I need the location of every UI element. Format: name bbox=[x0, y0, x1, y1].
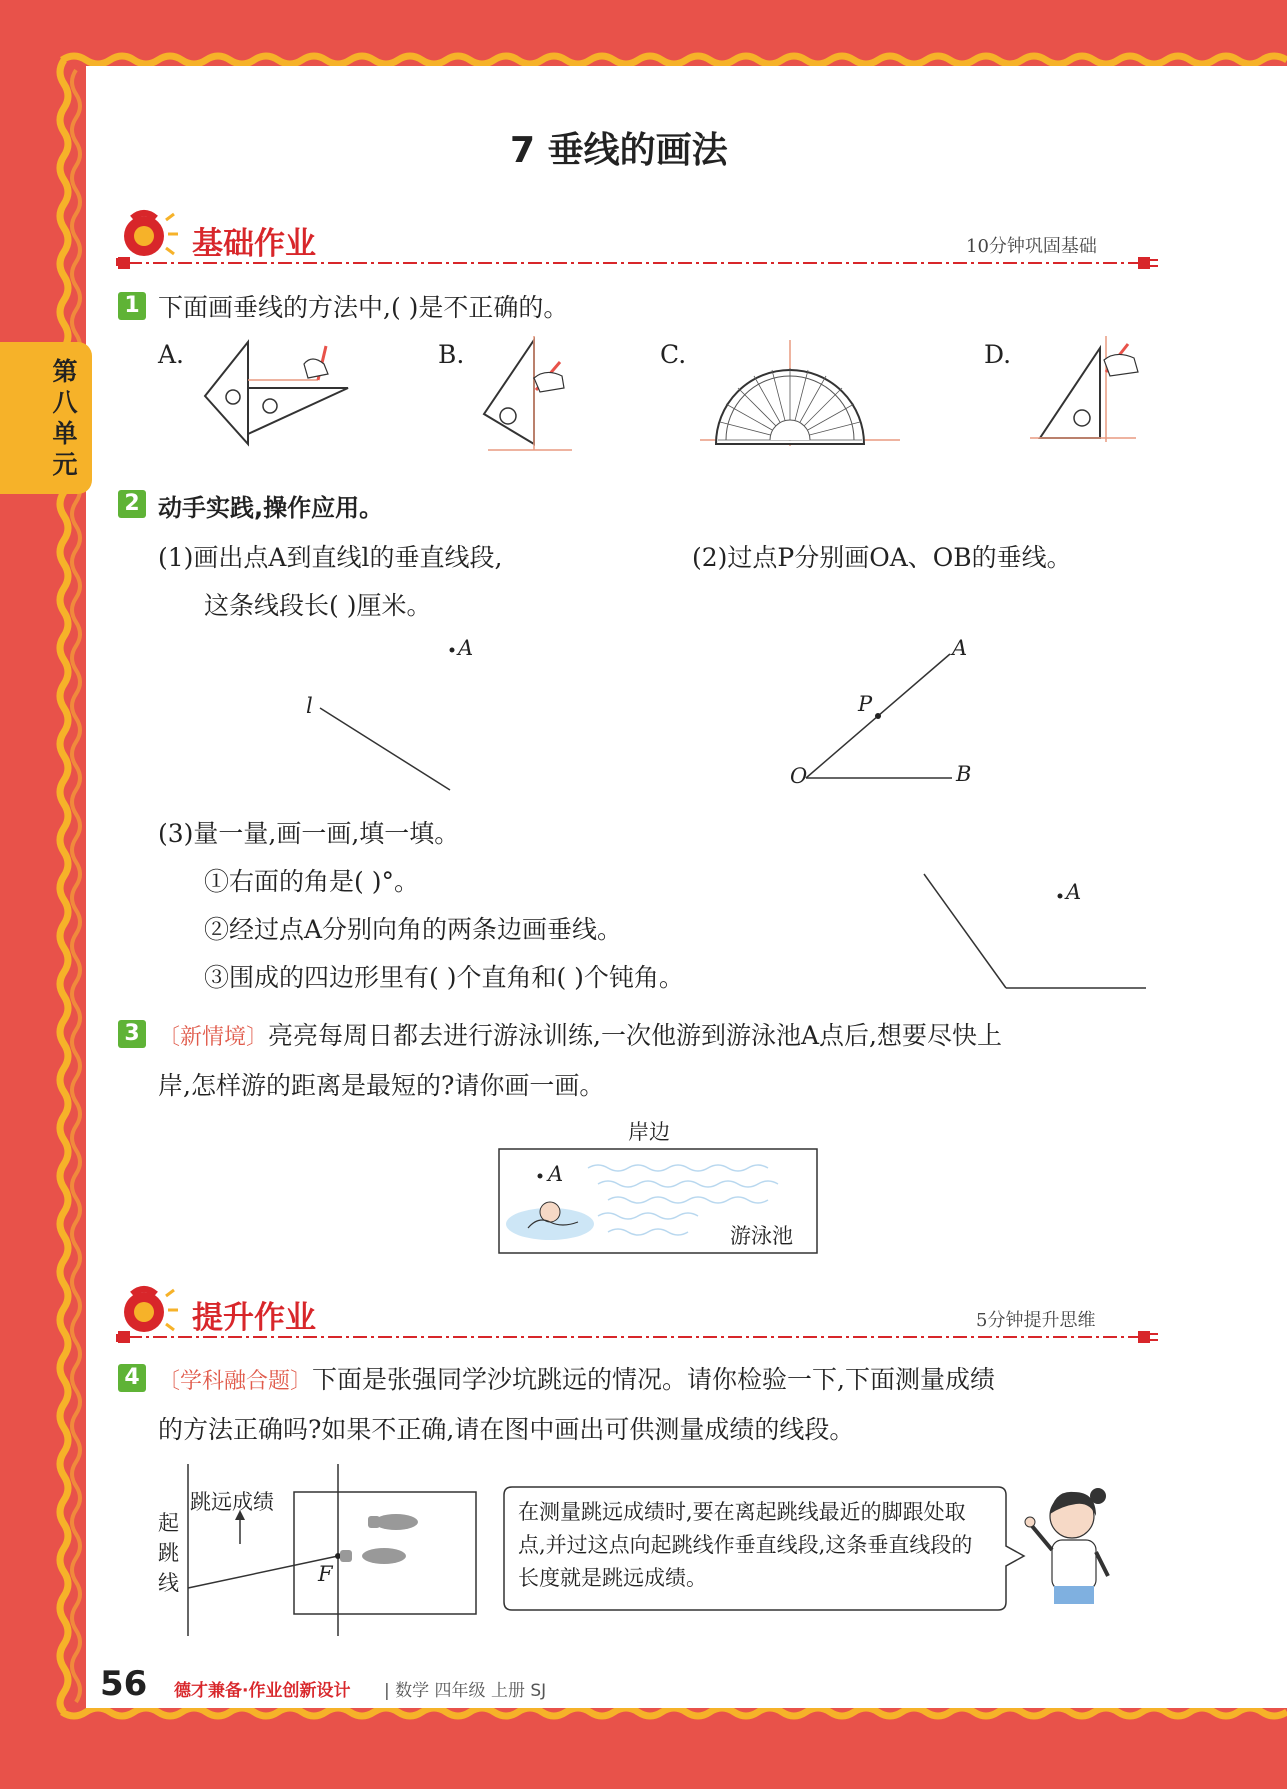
q2-part2: (2)过点P分别画OA、OB的垂线。 bbox=[692, 543, 1072, 572]
unit-tab bbox=[0, 342, 92, 494]
q2-part3-1: ①右面的角是( )°。 bbox=[204, 867, 419, 896]
page-number: 56 bbox=[100, 1664, 148, 1704]
jump-distance-label: 跳远成绩 bbox=[190, 1490, 274, 1514]
q4-text2: 的方法正确吗?如果不正确,请在图中画出可供测量成绩的线段。 bbox=[158, 1415, 855, 1444]
q4-tag: 〔学科融合题〕 bbox=[158, 1369, 313, 1394]
label-line-l: l bbox=[306, 694, 313, 718]
page-title: 7 垂线的画法 bbox=[510, 130, 728, 171]
q1-option-b: B. bbox=[438, 340, 465, 369]
label-a2: A bbox=[952, 636, 968, 660]
q4-text1: 下面是张强同学沙坑跳远的情况。请你检验一下,下面测量成绩 bbox=[312, 1365, 995, 1394]
point-f-label: F bbox=[318, 1562, 333, 1586]
section-divider bbox=[118, 256, 1158, 270]
label-point-a: A bbox=[458, 636, 474, 660]
q3-line1 bbox=[158, 1016, 1002, 1052]
q4-line1 bbox=[158, 1360, 995, 1396]
question-number-2: 2 bbox=[118, 490, 146, 518]
q2-part1-line1: (1)画出点A到直线l的垂直线段, bbox=[158, 543, 503, 572]
label-b: B bbox=[956, 762, 972, 786]
tip-text: 在测量跳远成绩时,要在离起跳线最近的脚跟处取点,并过这点向起跳线作垂直线段,这条垂直线段的长度就是跳远成绩。 bbox=[518, 1500, 973, 1590]
question-number-3: 3 bbox=[118, 1020, 146, 1048]
label-a3: A bbox=[1066, 880, 1082, 904]
question-number-4: 4 bbox=[118, 1364, 146, 1392]
q2-part3-2: ②经过点A分别向角的两条边画垂线。 bbox=[204, 915, 623, 944]
section-note-basic: 10分钟巩固基础 bbox=[966, 236, 1097, 257]
figure-d-set-square bbox=[1030, 334, 1150, 446]
figure-b-set-square bbox=[476, 334, 596, 456]
q1-option-a: A. bbox=[158, 340, 185, 369]
figure-c-protractor bbox=[700, 340, 900, 450]
pool-label: 游泳池 bbox=[730, 1224, 793, 1248]
figure-obtuse-angle bbox=[916, 866, 1156, 1002]
question-number-1: 1 bbox=[118, 292, 146, 320]
footer-brand: 德才兼备·作业创新设计 bbox=[174, 1681, 351, 1701]
figure-a-set-square bbox=[200, 334, 360, 454]
q3-text1: 亮亮每周日都去进行游泳训练,一次他游到游泳池A点后,想要尽快上 bbox=[268, 1021, 1002, 1050]
q3-tag: 〔新情境〕 bbox=[158, 1025, 269, 1050]
q1-option-d: D. bbox=[984, 340, 1012, 369]
figure-point-line bbox=[300, 640, 480, 800]
pool-point-a: A bbox=[548, 1162, 564, 1186]
start-line-label: 起跳线 bbox=[158, 1511, 179, 1595]
label-p: P bbox=[858, 692, 873, 716]
q2-part1-line2: 这条线段长( )厘米。 bbox=[204, 591, 432, 620]
q3-text2: 岸,怎样游的距离是最短的?请你画一画。 bbox=[158, 1071, 605, 1100]
section-title-advanced: 提升作业 bbox=[192, 1300, 316, 1336]
q2-part3-3: ③围成的四边形里有( )个直角和( )个钝角。 bbox=[204, 963, 684, 992]
section-note-advanced: 5分钟提升思维 bbox=[976, 1310, 1096, 1331]
label-o: O bbox=[790, 764, 808, 788]
q1-option-c: C. bbox=[660, 340, 687, 369]
shore-label: 岸边 bbox=[628, 1120, 670, 1144]
girl-character bbox=[1020, 1476, 1124, 1614]
q2-text: 动手实践,操作应用。 bbox=[158, 494, 384, 522]
section-title-basic: 基础作业 bbox=[192, 226, 316, 262]
unit-tab-label: 第八单元 bbox=[52, 357, 78, 479]
section-divider bbox=[118, 1330, 1158, 1344]
q2-part3: (3)量一量,画一画,填一填。 bbox=[158, 819, 460, 848]
footer-info: | 数学 四年级 上册 SJ bbox=[384, 1681, 547, 1701]
q1-text: 下面画垂线的方法中,( )是不正确的。 bbox=[158, 293, 569, 322]
